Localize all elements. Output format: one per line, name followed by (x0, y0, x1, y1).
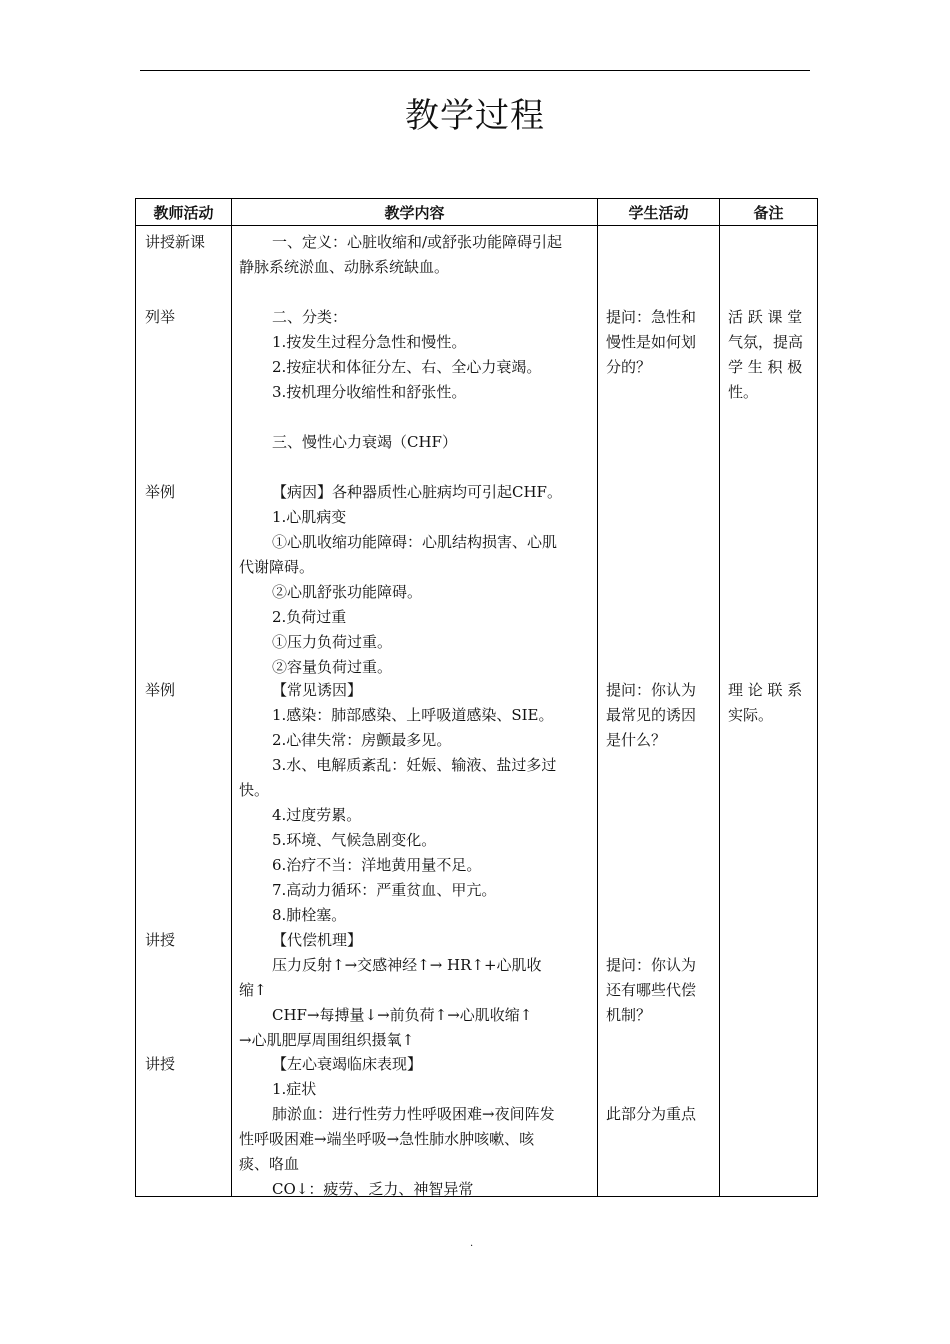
content-line: 性呼吸困难→端坐呼吸→急性肺水肿咳嗽、咳 (239, 1130, 535, 1148)
student-activity-line: 机制？ (606, 1006, 652, 1024)
content-line: ②心肌舒张功能障碍。 (272, 583, 423, 601)
content-line: 2.心律失常：房颤最多见。 (272, 731, 452, 749)
content-line: 一、定义：心脏收缩和/或舒张功能障碍引起 (272, 233, 563, 251)
teacher-activity-item: 举例 (145, 483, 176, 501)
content-line: 三、慢性心力衰竭（CHF） (272, 433, 457, 451)
note-line: 学 生 积 极 (728, 358, 803, 376)
content-line: 4.过度劳累。 (272, 806, 362, 824)
content-line: 3.按机理分收缩性和舒张性。 (272, 383, 467, 401)
content-line: ①心肌收缩功能障碍：心肌结构损害、心肌 (272, 533, 558, 551)
header-notes: 备注 (720, 199, 818, 226)
content-line: 二、分类： (272, 308, 348, 326)
student-activity-line: 提问：你认为 (606, 681, 697, 699)
content-line: 【常见诱因】 (272, 681, 363, 699)
student-activity-line: 慢性是如何划 (606, 333, 697, 351)
content-line: 压力反射↑→交感神经↑→ HR↑+心肌收 (272, 956, 542, 974)
content-line: 2.负荷过重 (272, 608, 347, 626)
content-line: 代谢障碍。 (239, 558, 315, 576)
content-line: 6.治疗不当：洋地黄用量不足。 (272, 856, 482, 874)
content-line: 1.心肌病变 (272, 508, 347, 526)
lesson-table (135, 198, 818, 1197)
student-activity-cell (598, 226, 720, 1197)
footer-mark: . (470, 1238, 474, 1249)
content-line: 静脉系统淤血、动脉系统缺血。 (239, 258, 450, 276)
header-teaching-content: 教学内容 (232, 199, 598, 226)
content-line: 1.症状 (272, 1080, 317, 1098)
content-line: 5.环境、气候急剧变化。 (272, 831, 437, 849)
header-rule (140, 70, 810, 71)
content-line: 2.按症状和体征分左、右、全心力衰竭。 (272, 358, 542, 376)
student-activity-line: 还有哪些代偿 (606, 981, 697, 999)
student-activity-line: 提问：急性和 (606, 308, 697, 326)
content-line: 1.感染：肺部感染、上呼吸道感染、SIE。 (272, 706, 554, 724)
teacher-activity-item: 讲授 (145, 931, 176, 949)
content-line: 1.按发生过程分急性和慢性。 (272, 333, 467, 351)
content-line: CHF→每搏量↓→前负荷↑→心肌收缩↑ (272, 1006, 533, 1024)
content-line: 快。 (239, 781, 270, 799)
teacher-activity-item: 讲授 (145, 1055, 176, 1073)
content-line: CO↓：疲劳、乏力、神智异常 (272, 1180, 474, 1198)
content-line: 8.肺栓塞。 (272, 906, 347, 924)
teacher-activity-item: 举例 (145, 681, 176, 699)
student-activity-line: 最常见的诱因 (606, 706, 697, 724)
teaching-content-cell (232, 226, 598, 1197)
note-line: 活 跃 课 堂 (728, 308, 803, 326)
table-header-row (136, 199, 818, 226)
student-activity-line: 此部分为重点 (606, 1105, 697, 1123)
content-line: →心肌肥厚周围组织摄氧↑ (239, 1031, 415, 1049)
student-activity-line: 提问：你认为 (606, 956, 697, 974)
note-line: 性。 (728, 383, 759, 401)
header-student-activity: 学生活动 (598, 199, 720, 226)
student-activity-line: 分的？ (606, 358, 652, 376)
teacher-activity-item: 讲授新课 (145, 233, 206, 251)
header-teacher-activity: 教师活动 (136, 199, 232, 226)
note-line: 理 论 联 系 (728, 681, 803, 699)
content-line: 肺淤血：进行性劳力性呼吸困难→夜间阵发 (272, 1105, 555, 1123)
content-line: 【代偿机理】 (272, 931, 363, 949)
notes-cell (720, 226, 818, 1197)
note-line: 实际。 (728, 706, 774, 724)
student-activity-line: 是什么？ (606, 731, 667, 749)
content-line: 【病因】各种器质性心脏病均可引起CHF。 (272, 483, 562, 501)
teacher-activity-cell (136, 226, 232, 1197)
teacher-activity-item: 列举 (145, 308, 176, 326)
note-line: 气氛，提高 (728, 333, 804, 351)
content-line: 痰、咯血 (239, 1155, 300, 1173)
content-line: 3.水、电解质紊乱：妊娠、输液、盐过多过 (272, 756, 557, 774)
content-line: ①压力负荷过重。 (272, 633, 393, 651)
content-line: ②容量负荷过重。 (272, 658, 393, 676)
content-line: 【左心衰竭临床表现】 (272, 1055, 423, 1073)
page-title: 教学过程 (405, 96, 545, 136)
content-line: 7.高动力循环：严重贫血、甲亢。 (272, 881, 497, 899)
content-line: 缩↑ (239, 981, 267, 999)
table-body-row (136, 226, 818, 1197)
